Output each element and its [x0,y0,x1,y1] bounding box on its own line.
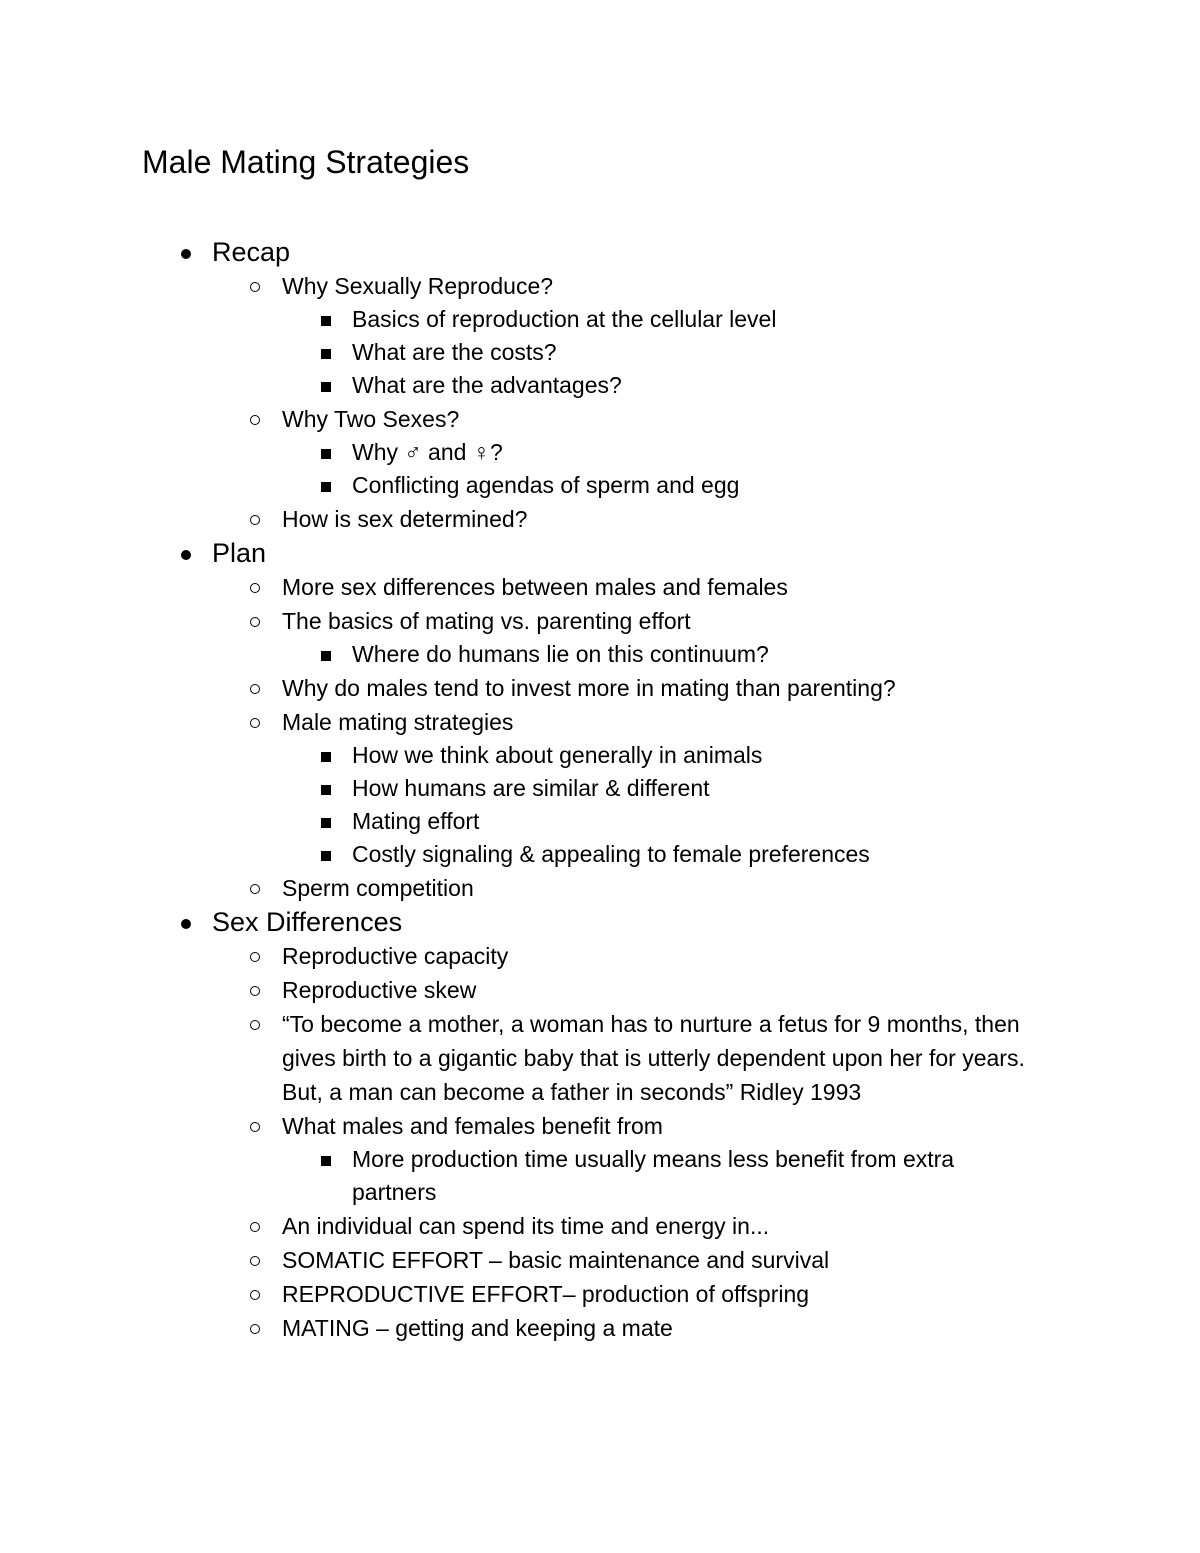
list-item-label: Why Two Sexes? [282,406,460,432]
list-item-label: An individual can spend its time and energy in... [282,1213,770,1239]
hollow-circle-bullet-icon [247,570,263,604]
filled-circle-bullet-icon [178,905,194,939]
hollow-circle-bullet-icon [247,1007,263,1041]
hollow-circle-bullet-icon [247,1243,263,1277]
list-item-label: MATING – getting and keeping a mate [282,1315,673,1341]
list-item-quote [0,1007,1042,1109]
sub-list-item [0,469,1042,502]
hollow-circle-bullet-icon [247,1209,263,1243]
hollow-circle-bullet-icon [247,1311,263,1345]
list-item-label: SOMATIC EFFORT – basic maintenance and survival [282,1247,830,1273]
hollow-circle-bullet-icon [247,871,263,905]
sub-list-item-label: How humans are similar & different [352,775,710,801]
sub-list-item-label: More production time usually means less benefit from extra partners [352,1146,955,1205]
sub-list-item [0,436,1042,469]
hollow-circle-bullet-icon [247,269,263,303]
sub-list-item [0,739,1042,772]
filled-circle-bullet-icon [178,536,194,570]
list-item-label: The basics of mating vs. parenting effort [282,608,691,634]
section-heading-recap [0,235,1200,269]
sub-list-item-label: What are the advantages? [352,372,622,398]
list-item [0,1277,1042,1311]
list-item [0,1243,1042,1277]
square-bullet-icon [318,303,334,336]
sub-list-item [0,772,1042,805]
hollow-circle-bullet-icon [247,671,263,705]
list-item-label: Why Sexually Reproduce? [282,273,554,299]
list-item [0,502,1042,536]
square-bullet-icon [318,336,334,369]
sub-list-item [0,369,1042,402]
list-item [0,1209,1042,1243]
square-bullet-icon [318,369,334,402]
hollow-circle-bullet-icon [247,604,263,638]
hollow-circle-bullet-icon [247,502,263,536]
hollow-circle-bullet-icon [247,973,263,1007]
list-item-label: Reproductive capacity [282,943,509,969]
hollow-circle-bullet-icon [247,705,263,739]
list-item [0,1311,1042,1345]
list-item [0,671,1042,705]
hollow-circle-bullet-icon [247,1109,263,1143]
list-item [0,604,1042,638]
list-item-label: More sex differences between males and females [282,574,788,600]
sub-list-item [0,303,1042,336]
sub-list-item [0,805,1042,838]
list-item [0,269,1042,303]
sub-list-item-label: Costly signaling & appealing to female preferences [352,841,870,867]
section-heading-label: Recap [212,237,291,267]
sub-list-item-label: How we think about generally in animals [352,742,763,768]
section-heading-label: Sex Differences [212,907,403,937]
square-bullet-icon [318,739,334,772]
sub-list-item-label: Basics of reproduction at the cellular level [352,306,777,332]
sub-list-item-label: What are the costs? [352,339,557,365]
list-item-label: Male mating strategies [282,709,514,735]
list-item-label: Why do males tend to invest more in mating than parenting? [282,675,896,701]
sub-list-item-label: Why ♂ and ♀? [352,439,503,465]
list-item-label: What males and females benefit from [282,1113,663,1139]
list-item-label: Reproductive skew [282,977,477,1003]
list-item [0,973,1042,1007]
list-item [0,1109,1042,1143]
hollow-circle-bullet-icon [247,939,263,973]
hollow-circle-bullet-icon [247,1277,263,1311]
list-item [0,871,1042,905]
section-heading-sex-differences [0,905,1200,939]
list-item [0,705,1042,739]
square-bullet-icon [318,838,334,871]
square-bullet-icon [318,1143,334,1176]
square-bullet-icon [318,805,334,838]
list-item [0,570,1042,604]
sub-list-item [0,1143,1042,1209]
square-bullet-icon [318,436,334,469]
sub-list-item-label: Mating effort [352,808,480,834]
section-heading-plan [0,536,1200,570]
sub-list-item [0,838,1042,871]
sub-list-item-label: Where do humans lie on this continuum? [352,641,769,667]
document-title: Male Mating Strategies [142,144,470,180]
list-item [0,939,1042,973]
sub-list-item [0,638,1042,671]
hollow-circle-bullet-icon [247,402,263,436]
list-item [0,402,1042,436]
square-bullet-icon [318,469,334,502]
filled-circle-bullet-icon [178,235,194,269]
sub-list-item [0,336,1042,369]
outline-list [0,235,1200,1345]
list-item-label: REPRODUCTIVE EFFORT– production of offspring [282,1281,810,1307]
section-heading-label: Plan [212,538,267,568]
sub-list-item-label: Conflicting agendas of sperm and egg [352,472,740,498]
list-item-label: How is sex determined? [282,506,528,532]
quote-text: “To become a mother, a woman has to nurture a fetus for 9 months, then gives birth to a gigantic baby that is utterly dependent upon her for years. But, a man can become a father in seconds” Ridley 1993 [282,1011,1025,1105]
square-bullet-icon [318,772,334,805]
square-bullet-icon [318,638,334,671]
list-item-label: Sperm competition [282,875,474,901]
